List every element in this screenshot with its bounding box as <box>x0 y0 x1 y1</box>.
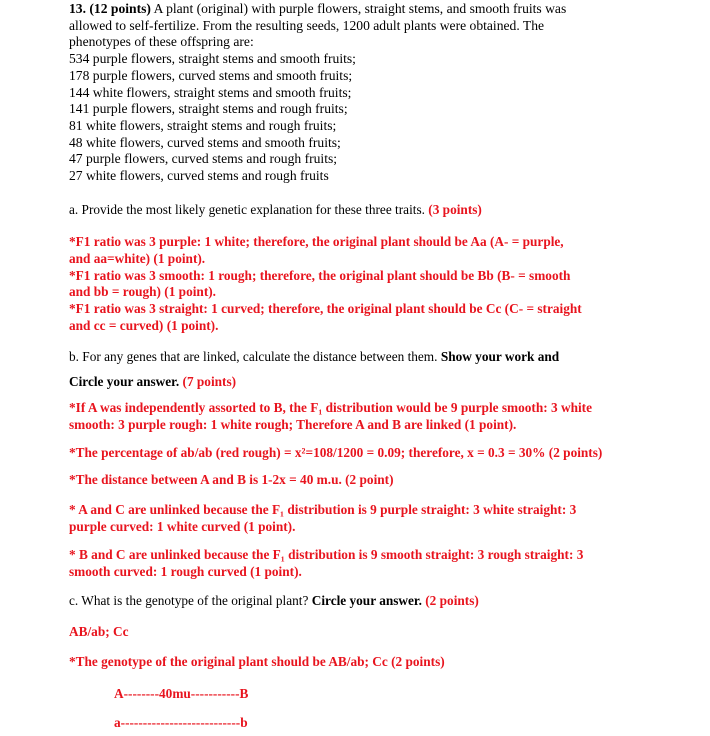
answer-line: * A and C are unlinked because the F₁ distribution is 9 purple straight: 3 white straight: 3 <box>69 502 577 517</box>
answer-line: *The distance between A and B is 1-2x = 40 m.u. (2 point) <box>69 472 394 487</box>
part-a-answer <box>69 234 669 335</box>
part-c-answer <box>69 654 669 671</box>
part-b-points: (7 points) <box>179 374 237 389</box>
answer-line: *F1 ratio was 3 straight: 1 curved; therefore, the original plant should be Cc (C- = straight <box>69 301 582 317</box>
phenotype-line: 141 purple flowers, straight stems and rough fruits; <box>69 101 348 117</box>
answer-line: and bb = rough) (1 point). <box>69 284 216 300</box>
phenotype-line: 27 white flowers, curved stems and rough fruits <box>69 168 329 184</box>
answer-line: and aa=white) (1 point). <box>69 250 206 266</box>
question-intro-line-1 <box>69 1 669 18</box>
answer-line: purple curved: 1 white curved (1 point). <box>69 518 296 534</box>
part-b-answer-3 <box>69 472 669 489</box>
genetic-map-bottom: a---------------------------b <box>114 715 248 730</box>
answer-line: smooth: 3 purple rough: 1 white rough; Therefore A and B are linked (1 point). <box>69 416 517 432</box>
answer-line: smooth curved: 1 rough curved (1 point). <box>69 563 302 579</box>
part-b-circle-label: Circle your answer. <box>69 374 180 389</box>
answer-line: *The genotype of the original plant should be AB/ab; Cc (2 points) <box>69 654 445 669</box>
answer-line: *If A was independently assorted to B, the F₁ distribution would be 9 purple smooth: 3 white <box>69 400 592 415</box>
part-b-answer-1 <box>69 400 669 434</box>
part-b-answer-5 <box>69 547 669 581</box>
phenotype-line: 48 white flowers, curved stems and smooth fruits; <box>69 134 341 150</box>
question-intro-line-2: allowed to self-fertilize. From the resulting seeds, 1200 adult plants were obtained. The <box>69 17 545 33</box>
part-a-prompt-text: a. Provide the most likely genetic explanation for these three traits. <box>69 202 429 217</box>
phenotype-line: 81 white flowers, straight stems and rough fruits; <box>69 117 337 133</box>
phenotype-line: 144 white flowers, straight stems and smooth fruits; <box>69 84 352 100</box>
part-b-prompt <box>69 349 669 366</box>
part-a-prompt <box>69 202 669 219</box>
part-c-points: (2 points) <box>421 593 479 608</box>
part-a-points: (3 points) <box>428 202 482 217</box>
question-intro-line-3: phenotypes of these offspring are: <box>69 34 254 50</box>
part-b-prompt-bold: Show your work and <box>440 349 560 364</box>
question-block <box>69 1 669 185</box>
part-c-prompt-text: c. What is the genotype of the original plant? <box>69 593 312 608</box>
answer-line: and cc = curved) (1 point). <box>69 317 219 333</box>
part-b-answer-2 <box>69 445 669 462</box>
question-number: 13. (12 points) <box>69 1 151 16</box>
genetic-map-top: A--------40mu-----------B <box>114 686 249 701</box>
answer-line: *F1 ratio was 3 smooth: 1 rough; therefore, the original plant should be Bb (B- = smooth <box>69 267 571 283</box>
answer-line: *The percentage of ab/ab (red rough) = x²=108/1200 = 0.09; therefore, x = 0.3 = 30% (2 points) <box>69 445 603 460</box>
answer-line: *F1 ratio was 3 purple: 1 white; therefore, the original plant should be Aa (A- = purple, <box>69 234 564 249</box>
part-c-prompt <box>69 593 669 610</box>
answer-line: * B and C are unlinked because the F₁ distribution is 9 smooth straight: 3 rough straight: 3 <box>69 547 584 562</box>
phenotype-line: 178 purple flowers, curved stems and smooth fruits; <box>69 67 353 83</box>
part-c-answer-short <box>69 624 669 641</box>
part-b-prompt-2 <box>69 374 669 391</box>
phenotype-line: 534 purple flowers, straight stems and smooth fruits; <box>69 51 356 67</box>
part-b-answer-4 <box>69 502 669 536</box>
part-c-circle-label: Circle your answer. <box>311 593 422 608</box>
question-intro: A plant (original) with purple flowers, straight stems, and smooth fruits was <box>150 1 567 16</box>
answer-line: AB/ab; Cc <box>69 624 129 639</box>
phenotype-line: 47 purple flowers, curved stems and rough fruits; <box>69 151 338 167</box>
part-b-prompt-text: b. For any genes that are linked, calculate the distance between them. <box>69 349 441 364</box>
